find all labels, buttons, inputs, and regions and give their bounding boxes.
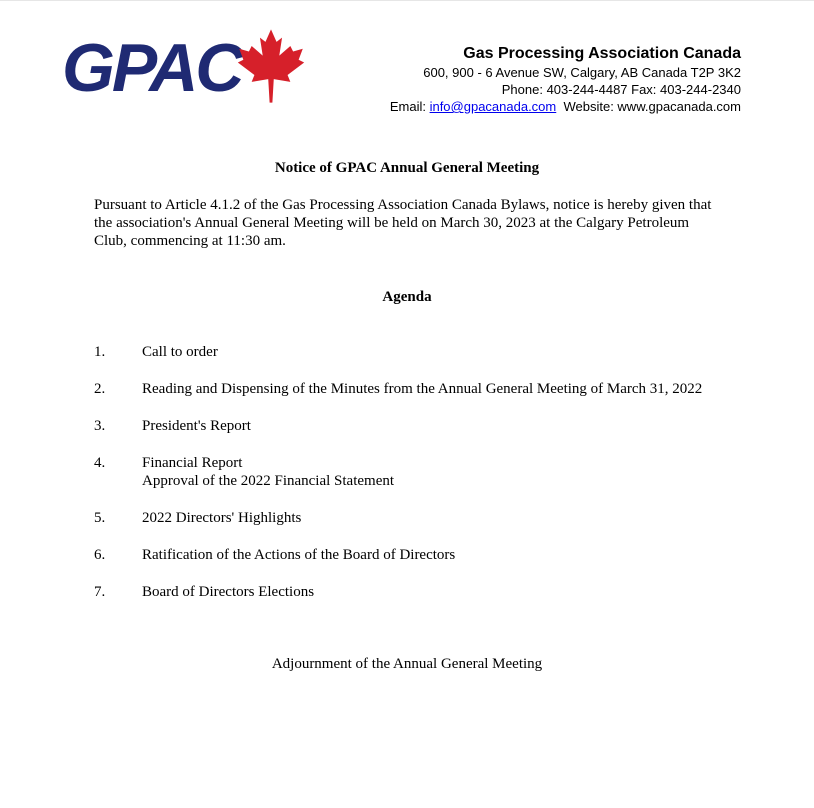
phone-fax: Phone: 403-244-4487 Fax: 403-244-2340 (501, 82, 741, 97)
agenda-item-text: President's Report (142, 418, 251, 434)
agenda-item-text: Ratification of the Actions of the Board of Directors (142, 547, 456, 563)
page-top-border (0, 0, 814, 1)
agenda-item-number: 7. (94, 584, 106, 600)
agenda-item-number: 1. (94, 344, 106, 360)
maple-leaf-icon (236, 28, 306, 104)
logo-text: GPAC (62, 30, 242, 106)
address: 600, 900 - 6 Avenue SW, Calgary, AB Canada T2P 3K2 (423, 65, 741, 80)
gpac-logo (52, 28, 314, 108)
email-label: Email: (389, 99, 430, 114)
agenda-item-number: 2. (94, 381, 106, 397)
email-link[interactable]: info@gpacanada.com (429, 99, 557, 114)
agenda-item-subtext: Approval of the 2022 Financial Statement (142, 473, 395, 489)
notice-paragraph: Pursuant to Article 4.1.2 of the Gas Processing Association Canada Bylaws, notice is hereby given that the association's Annual General Meeting will be held on March 30, 2023 at the Calgary Petroleum Club, commencing at 11:30 am. (94, 197, 712, 249)
agenda-title: Agenda (382, 289, 432, 305)
agenda-item-text: 2022 Directors' Highlights (142, 510, 302, 526)
agenda-item-number: 4. (94, 455, 106, 471)
agenda-item-text: Board of Directors Elections (142, 584, 315, 600)
agenda-item-number: 6. (94, 547, 106, 563)
organization-name: Gas Processing Association Canada (463, 45, 741, 62)
agenda-item-number: 3. (94, 418, 106, 434)
contact-line (390, 98, 741, 115)
agenda-item-text: Call to order (142, 344, 218, 360)
agenda-item-number: 5. (94, 510, 106, 526)
notice-title: Notice of GPAC Annual General Meeting (274, 160, 540, 176)
letterhead (390, 44, 741, 115)
adjournment-line: Adjournment of the Annual General Meeting (271, 656, 543, 672)
agenda-item-text: Reading and Dispensing of the Minutes from the Annual General Meeting of March 31, 2022 (142, 381, 703, 397)
website-text: Website: www.gpacanada.com (556, 99, 741, 114)
agenda-item-text: Financial Report (142, 455, 243, 471)
